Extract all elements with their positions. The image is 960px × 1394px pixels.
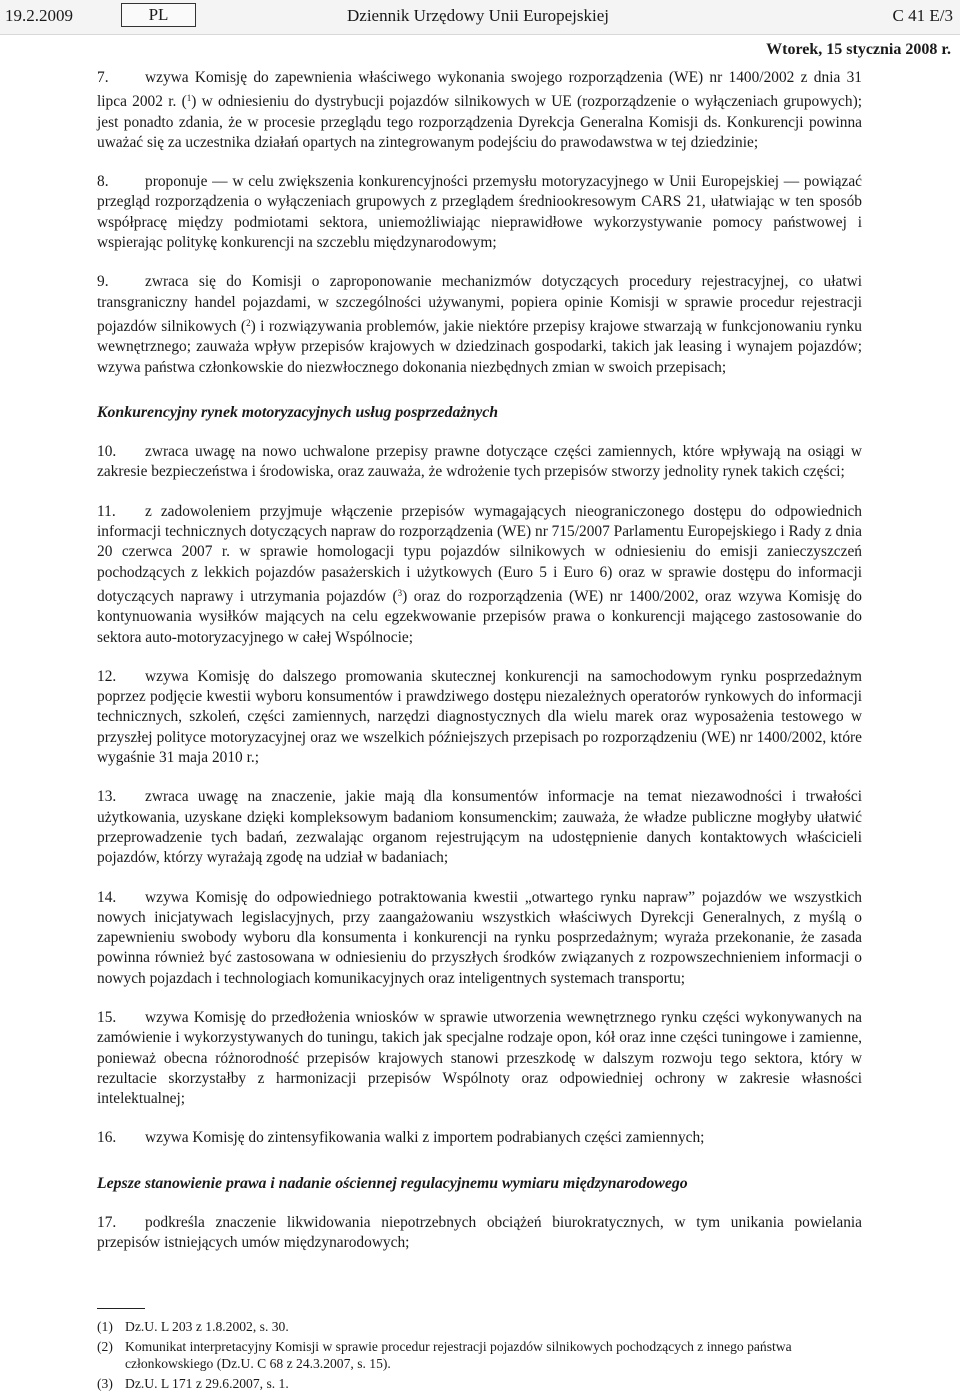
resolution-paragraph [97,1128,862,1148]
paragraph-text: wzywa Komisję do odpowiedniego potraktowania kwestii „otwartego rynku napraw” pojazdów we wszystkich nowych inicjatywach legislacyjnych, przy zaangażowaniu wszystkich właściwych Dyrekcji Generalnych, z myślą o zapewnieniu swobody wyboru dla konsumenta i konkurencji na rynku posprzedażnym; wyraża przekonanie, że zasada powinna również być zastosowana w odniesieniu do przyszłych środków związanych z rozpowszechnieniem informacji o nowych pojazdach i technologiach komunikacyjnych oraz inteligentnych systemach transportu; [97,888,862,987]
journal-title: Dziennik Urzędowy Unii Europejskiej [347,6,610,25]
resolution-paragraph [97,502,862,648]
paragraph-group-1 [97,68,862,378]
paragraph-number: 11. [97,502,116,520]
resolution-paragraph [97,68,862,153]
paragraph-text: wzywa Komisję do przedłożenia wniosków w sprawie utworzenia wewnętrznego rynku części wykonywanych na zamówienie i wykorzystywanych do tuningu, takich jak specjalne rodzaje opon, kół oraz inne części tuningowe i zamienne, ponieważ obecna różnorodność przepisów krajowych stanowi przeszkodę w dalszym rozwoju tego sektora, który w rezultacie skorzystałby z harmonizacji przepisów Wspólnoty oraz odpowiedniej ochrony w zakresie własności intelektualnej; [97,1008,862,1108]
footnote-number: (3) [97,1375,113,1391]
resolution-paragraph [97,888,862,989]
paragraph-number: 8. [97,173,109,191]
resolution-paragraph [97,1213,862,1254]
page-reference: C 41 E/3 [892,6,953,25]
paragraph-text: wzywa Komisję do zintensyfikowania walki z importem podrabianych części zamiennych; [145,1129,705,1147]
footnote-number: (1) [97,1319,113,1334]
paragraph-number: 10. [97,443,117,461]
footnote-separator [97,1308,145,1309]
paragraph-text: podkreśla znaczenie likwidowania niepotrzebnych obciążeń biurokratycznych, w tym unikania powielania przepisów istniejących umów międzynarodowych; [97,1214,862,1252]
footnote-reference[interactable]: 1 [186,93,192,104]
resolution-paragraph [97,787,862,868]
page-header [0,0,960,35]
paragraph-number: 12. [97,667,117,685]
paragraph-text-continued: ) oraz do rozporządzenia (WE) nr 1400/2002, oraz wzywa Komisję do kontynuowania wysiłków mających na celu egzekwowanie przepisów prawa o konkurencji mającego zastosowanie do sektora auto-motoryzacyjnego w całej Wspólnocie; [97,587,862,646]
paragraph-number: 13. [97,788,117,806]
footnote-text: Komunikat interpretacyjny Komisji w sprawie procedur rejestracji pojazdów silnikowych pochodzących z innego państwa członkowskiego (Dz.U. C 68 z 24.3.2007, s. 15). [125,1338,792,1371]
paragraph-number: 17. [97,1214,117,1232]
resolution-paragraph [97,442,862,483]
paragraph-text-continued: ) i rozwiązywania problemów, jakie niektóre przepisy krajowe stwarzają w funkcjonowaniu rynku wewnętrznego; zauważa wpływ przepisów krajowych w dziedzinach gospodarki, takich jak leasing i wynajem pojazdów; wzywa państwa członkowskie do niezwłocznego dokonania niezbędnych zmian w swoich przepisach; [97,317,862,376]
publication-date: 19.2.2009 [5,6,73,25]
paragraph-number: 7. [97,69,109,86]
footnote-item [97,1318,862,1336]
document-body [97,68,862,1273]
footnote-item [97,1375,862,1393]
paragraph-text: proponuje — w celu zwiększenia konkurencyjności przemysłu motoryzacyjnego w Unii Europejskiej — powiązać przegląd rozporządzenia o wyłączeniach grupowych z przeglądem średniookresowym CARS 21, ułatwiając w ten sposób współpracę między podmiotami sektora, uniemożliwiając nieprawidłowe wykorzystywanie pomocy państwowej i wspierając politykę konkurencji na szczeblu międzynarodowym; [97,173,862,252]
paragraph-text: wzywa Komisję do dalszego promowania skutecznej konkurencji na samochodowym rynku posprzedażnym poprzez podjęcie kwestii wyboru konsumentów i prawdziwego dostępu niezależnych operatorów rynkowych do informacji technicznych, szkoleń, części zamiennych, narzędzi diagnostycznych dla wielu marek oraz wyposażenia testowego w przyszłej polityce motoryzacyjnej oraz we wszelkich późniejszych przepisach po rozporządzeniu (WE) nr 1400/2002, które wygaśnie 31 maja 2010 r.; [97,667,862,767]
footnote-number: (2) [97,1338,113,1354]
footnote-text: Dz.U. L 171 z 29.6.2007, s. 1. [125,1375,289,1391]
paragraph-group-2 [97,442,862,1149]
resolution-paragraph [97,172,862,253]
footnote-reference[interactable]: 3 [397,587,403,598]
resolution-paragraph [97,667,862,768]
paragraph-number: 9. [97,273,109,291]
paragraph-group-3 [97,1213,862,1254]
language-badge: PL [121,3,196,27]
paragraph-text: zwraca się do Komisji o zaproponowanie mechanizmów dotyczących procedury rejestracyjnej, co ułatwi transgraniczny handel pojazdami, w szczególności używanymi, popiera opinie Komisji w sprawie procedur rejestracji pojazdów silnikowych ( [97,273,862,335]
paragraph-text: zwraca uwagę na znaczenie, jakie mają dla konsumentów informacje na temat niezawodności i trwałości użytkowania, uzyskane dzięki kompleksowym badaniom konsumenckim; zauważa, że władze publiczne mogłyby ułatwić przeprowadzenie tych badań, zezwalając organom rejestrującym na udostępnienie danych kontaktowych właścicieli pojazdów, którzy wyrażają zgodę na udział w badaniach; [97,788,862,867]
resolution-paragraph [97,1008,862,1109]
paragraph-number: 15. [97,1008,117,1026]
footnote-item [97,1338,862,1373]
footnote-text: Dz.U. L 203 z 1.8.2002, s. 30. [125,1319,289,1334]
paragraph-number: 16. [97,1129,117,1147]
footnotes [97,1318,862,1394]
paragraph-text-continued: ) w odniesieniu do dystrybucji pojazdów silnikowych w UE (rozporządzenie o wyłączeniach grupowych); jest ponadto zdania, że w procesie przeglądu tego rozporządzenia Dyrekcja Generalna Komisji ds. Konkurencji powinna uważać się za uczestnika działań opartych na zintegrowanym podejściu do prawodawstwa w tej dziedzinie; [97,93,862,151]
section-heading-better-regulation: Lepsze stanowienie prawa i nadanie ościennej regulacyjnemu wymiaru międzynarodowego [97,1174,688,1192]
section-heading-aftersales: Konkurencyjny rynek motoryzacyjnych usług posprzedażnych [97,403,499,421]
resolution-paragraph [97,272,862,377]
paragraph-number: 14. [97,888,117,906]
paragraph-text: z zadowoleniem przyjmuje włączenie przepisów wymagających nieograniczonego dostępu do odpowiednich informacji technicznych dotyczących napraw do rozporządzenia (WE) nr 715/2007 Parlamentu Europejskiego i Rady z dnia 20 czerwca 2007 r. w sprawie homologacji typu pojazdów silnikowych w odniesieniu do emisji zanieczyszczeń pochodzących z lekkich pojazdów pasażerskich i użytkowych (Euro 5 i Euro 6) oraz w sprawie dostępu do informacji dotyczących naprawy i utrzymania pojazdów ( [97,502,862,605]
paragraph-text: wzywa Komisję do zapewnienia właściwego wykonania swojego rozporządzenia (WE) nr 1400/2002 z dnia 31 lipca 2002 r. ( [97,69,862,111]
paragraph-text: zwraca uwagę na nowo uchwalone przepisy prawne dotyczące części zamiennych, które wpływają na osiągi w zakresie bezpieczeństwa i środowiska, oraz zauważa, że wdrożenie tych przepisów stworzy jednolity rynek takich części; [97,443,862,481]
sitting-date: Wtorek, 15 stycznia 2008 r. [766,41,951,58]
footnote-reference[interactable]: 2 [246,317,251,328]
